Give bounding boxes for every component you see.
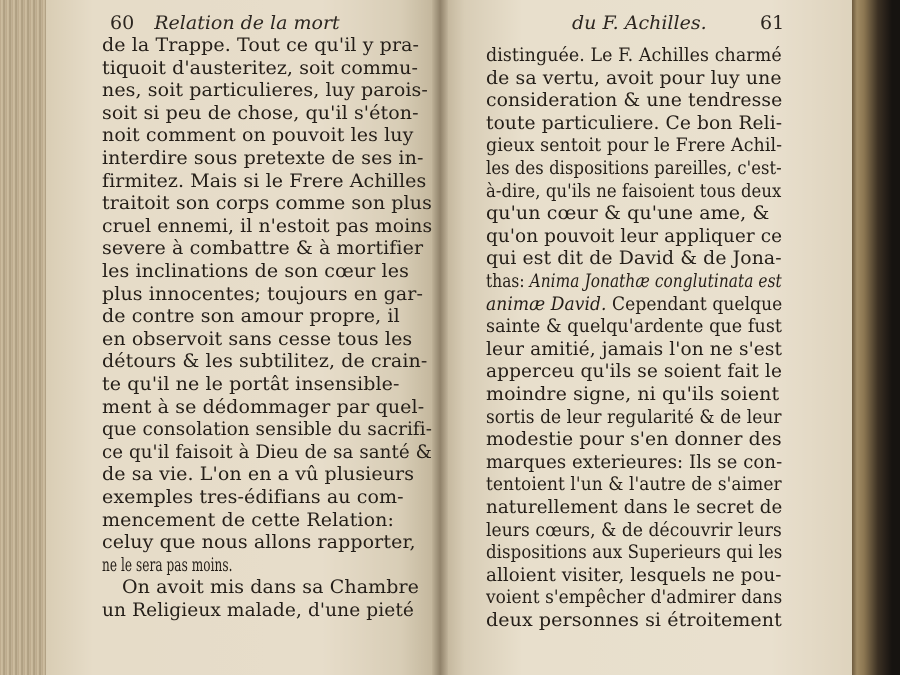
right-running-title: du F. Achilles. bbox=[572, 12, 707, 34]
right-page-line: toute particuliere. Ce bon Reli- bbox=[486, 111, 783, 134]
left-page-line: On avoit mis dans sa Chambre bbox=[122, 576, 420, 599]
left-page-line: cruel ennemi, il n'estoit pas moins bbox=[102, 214, 433, 237]
right-page-line: thas: Anima Jonathæ conglutinata est bbox=[486, 270, 782, 292]
right-page-line: les des dispositions pareilles, c'est- bbox=[486, 157, 782, 179]
right-page bbox=[440, 0, 852, 675]
right-page-line: modestie pour s'en donner des bbox=[486, 428, 782, 451]
left-page-line: traitoit son corps comme son plus bbox=[102, 192, 432, 215]
left-page-line: que consolation sensible du sacrifi- bbox=[102, 418, 433, 441]
right-page-line: apperceu qu'ils se soient fait le bbox=[486, 360, 783, 383]
left-page-edges bbox=[0, 0, 46, 675]
right-page-line: dispositions aux Superieurs qui les bbox=[486, 541, 783, 564]
left-running-title: Relation de la mort bbox=[154, 12, 340, 34]
left-page-line: de contre son amour propre, il bbox=[102, 305, 400, 328]
right-page-line: sainte & quelqu'ardente que fust bbox=[486, 315, 783, 338]
left-page-line: en observoit sans cesse tous les bbox=[102, 327, 413, 350]
left-page-line: interdire sous pretexte de ses in- bbox=[102, 147, 424, 169]
right-page-line: leur amitié, jamais l'on ne s'est bbox=[486, 337, 783, 360]
book-gutter bbox=[432, 0, 448, 675]
right-page-number: 61 bbox=[760, 12, 785, 34]
right-page-line: naturellement dans le secret de bbox=[486, 496, 783, 518]
left-page-line: nes, soit particulieres, luy parois- bbox=[102, 79, 428, 102]
left-header bbox=[110, 12, 340, 34]
right-page-line: consideration & une tendresse bbox=[486, 89, 783, 112]
right-page-line: à-dire, qu'ils ne faisoient tous deux bbox=[486, 179, 782, 202]
left-page-line: ne le sera pas moins. bbox=[102, 553, 233, 576]
right-page-line: voient s'empêcher d'admirer dans bbox=[486, 586, 783, 609]
right-page-line: qu'on pouvoit leur appliquer ce bbox=[486, 224, 783, 247]
left-page-line: les inclinations de son cœur les bbox=[102, 260, 409, 282]
left-page-line: mencement de cette Relation: bbox=[102, 508, 394, 531]
right-page-line: animæ David. Cependant quelque bbox=[486, 292, 783, 315]
left-page-line: détours & les subtilitez, de crain- bbox=[102, 350, 428, 373]
right-page-line: gieux sentoit pour le Frere Achil- bbox=[486, 134, 783, 157]
left-page-line: celuy que nous allons rapporter, bbox=[102, 531, 416, 554]
left-page bbox=[46, 0, 440, 675]
right-page-line: alloient visiter, lesquels ne pou- bbox=[486, 563, 782, 586]
right-page-line: deux personnes si étroitement bbox=[486, 609, 782, 631]
right-page-number-wrap bbox=[760, 12, 784, 34]
right-page-line: de sa vertu, avoit pour luy une bbox=[486, 66, 782, 89]
right-page-line: qui est dit de David & de Jona- bbox=[486, 247, 782, 270]
left-page-line: soit si peu de chose, qu'il s'éton- bbox=[102, 101, 419, 124]
left-page-line: plus innocentes; toujours en gar- bbox=[102, 282, 424, 305]
right-page-line: marques exterieures: Ils se con- bbox=[486, 450, 783, 473]
left-page-line: firmitez. Mais si le Frere Achilles bbox=[102, 169, 427, 192]
left-page-line: ce qu'il faisoit à Dieu de sa santé & bbox=[102, 440, 432, 463]
left-page-line: noit comment on pouvoit les luy bbox=[102, 124, 414, 147]
left-page-line: te qu'il ne le portât insensible- bbox=[102, 373, 400, 395]
right-page-line: qu'un cœur & qu'une ame, & bbox=[486, 202, 770, 225]
left-page-line: tiquoit d'austeritez, soit commu- bbox=[102, 56, 419, 79]
left-page-line: de sa vie. L'on en a vû plusieurs bbox=[102, 463, 415, 486]
left-page-line: un Religieux malade, d'une pieté bbox=[102, 599, 414, 621]
right-page-line: leurs cœurs, & de découvrir leurs bbox=[486, 518, 782, 541]
right-page-line: sortis de leur regularité & de leur bbox=[486, 405, 782, 428]
left-page-line: exemples tres-édifians au com- bbox=[102, 486, 404, 508]
left-page-line: de la Trappe. Tout ce qu'il y pra- bbox=[102, 34, 420, 56]
left-page-line: ment à se dédommager par quel- bbox=[102, 395, 425, 418]
right-page-edges bbox=[852, 0, 900, 675]
left-page-number: 60 bbox=[110, 12, 135, 34]
right-page-line: moindre signe, ni qu'ils soient bbox=[486, 383, 780, 405]
right-page-line: tentoient l'un & l'autre de s'aimer bbox=[486, 473, 782, 496]
right-header bbox=[572, 12, 707, 34]
left-page-line: severe à combattre & à mortifier bbox=[102, 237, 424, 260]
right-page-line: distinguée. Le F. Achilles charmé bbox=[486, 44, 782, 66]
